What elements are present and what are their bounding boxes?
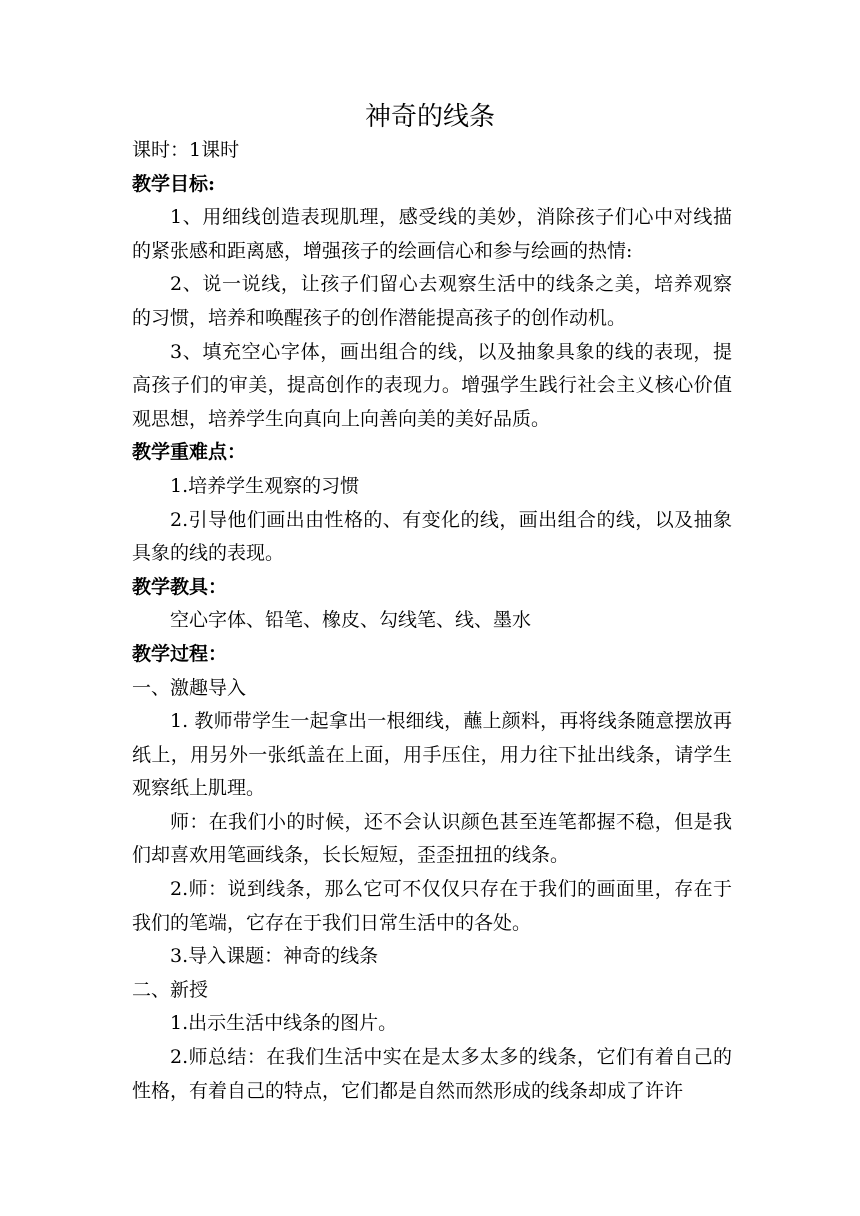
- objective-paragraph: 3、填充空心字体，画出组合的线，以及抽象具象的线的表现，提高孩子们的审美，提高创作的表现力。增强学生践行社会主义核心价值观思想，培养学生向真向上向善向美的美好品质。: [132, 340, 732, 430]
- process-paragraph: 2.师：说到线条，那么它可不仅仅只存在于我们的画面里，存在于我们的笔端，它存在于我们日常生活中的各处。: [132, 878, 732, 934]
- process-paragraph: 1. 教师带学生一起拿出一根细线，蘸上颜料，再将线条随意摆放再纸上，用另外一张纸盖在上面，用手压住，用力往下扯出线条，请学生观察纸上肌理。: [132, 710, 732, 800]
- process-paragraph: 2.师总结：在我们生活中实在是太多太多的线条，它们有着自己的性格，有着自己的特点，它们都是自然而然形成的线条却成了许许: [132, 1046, 732, 1102]
- part-heading: 二、新授: [132, 978, 209, 1001]
- process-heading: 教学过程：: [132, 642, 228, 665]
- objective-paragraph: 1、用细线创造表现肌理，感受线的美妙，消除孩子们心中对线描的紧张感和距离感，增强孩子的绘画信心和参与绘画的热情:: [132, 206, 732, 262]
- process-paragraph: 师：在我们小的时候，还不会认识颜色甚至连笔都握不稳，但是我们却喜欢用笔画线条，长长短短，歪歪扭扭的线条。: [132, 810, 732, 867]
- part-heading: 一、激趣导入: [132, 676, 247, 699]
- process-item: 1.出示生活中线条的图片。: [170, 1012, 398, 1035]
- tools-list: 空心字体、铅笔、橡皮、勾线笔、线、墨水: [170, 609, 532, 632]
- objective-paragraph: 2、说一说线，让孩子们留心去观察生活中的线条之美，培养观察的习惯，培养和唤醒孩子的创作潜能提高孩子的创作动机。: [132, 273, 732, 329]
- process-item: 3.导入课题：神奇的线条: [170, 945, 379, 968]
- document-body: [132, 134, 732, 1108]
- document-title: 神奇的线条: [364, 102, 495, 132]
- key-points-heading: 教学重难点：: [132, 441, 247, 464]
- tools-heading: 教学教具：: [132, 575, 228, 598]
- key-point-item: 1.培养学生观察的习惯: [170, 474, 360, 497]
- key-point-item: 2.引导他们画出由性格的、有变化的线，画出组合的线，以及抽象具象的线的表现。: [132, 508, 732, 565]
- lesson-hours: 课时：1课时: [132, 139, 240, 161]
- objectives-heading: 教学目标:: [132, 172, 216, 195]
